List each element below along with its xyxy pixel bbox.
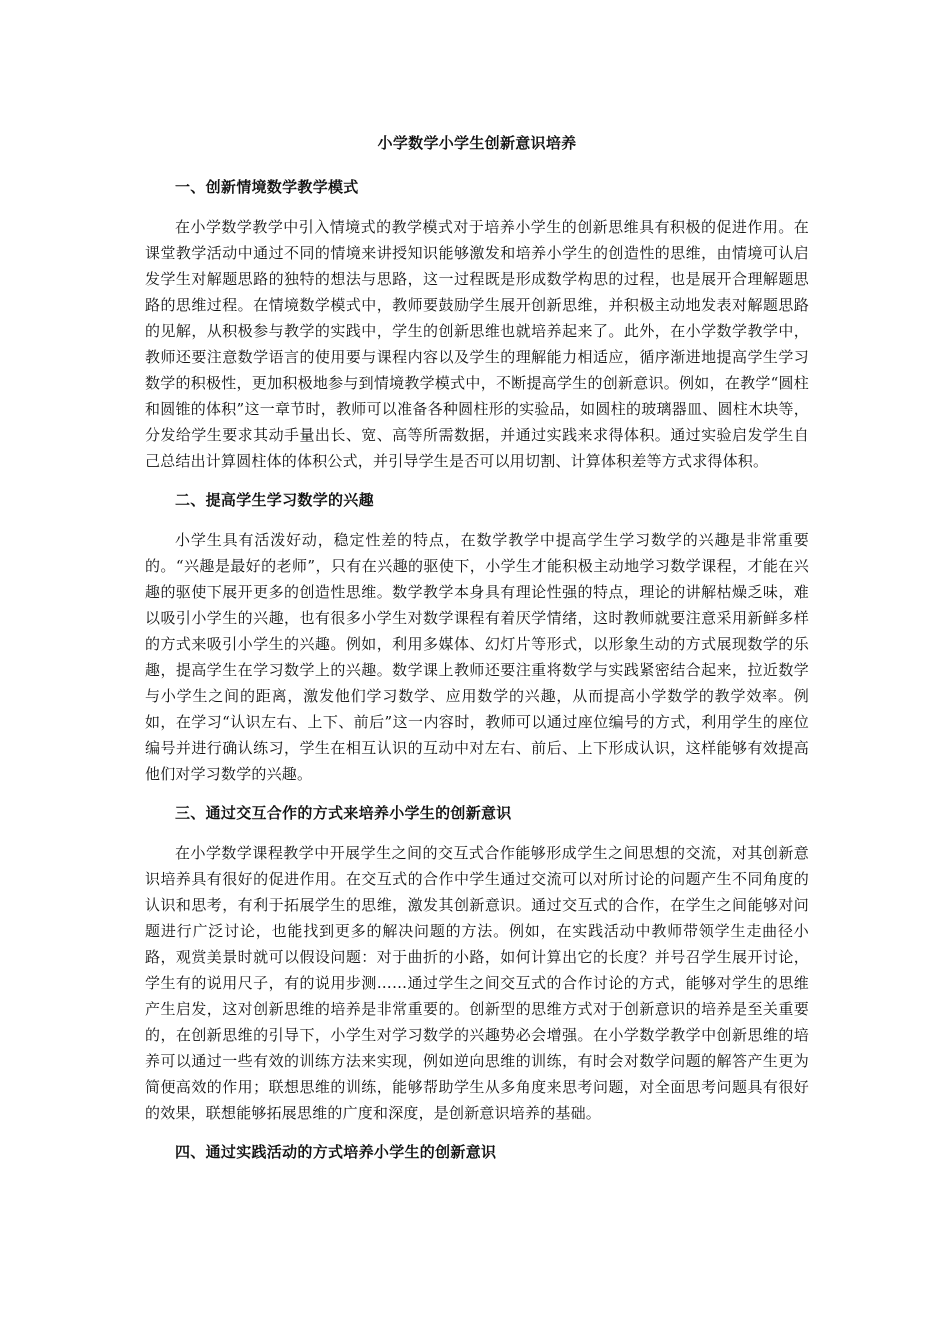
section-body-1: 在小学数学教学中引入情境式的教学模式对于培养小学生的创新思维具有积极的促进作用。在课堂教学活动中通过不同的情境来讲授知识能够激发和培养小学生的创造性的思维，由情境可认启发学生对解题思路的独特的想法与思路，这一过程既是形成数学构思的过程，也是展开合理解题思路的思维过程。在情境数学模式中，教师要鼓励学生展开创新思维，并积极主动地发表对解题思路的见解，从积极参与教学的实践中，学生的创新思维也就培养起来了。此外，在小学数学教学中，教师还要注意数学语言的使用要与课程内容以及学生的理解能力相适应，循序渐进地提高学生学习数学的积极性，更加积极地参与到情境教学模式中，不断提高学生的创新意识。例如，在教学“圆柱和圆锥的体积”这一章节时，教师可以准备各种圆柱形的实验品，如圆柱的玻璃器皿、圆柱木块等，分发给学生要求其动手量出长、宽、高等所需数据，并通过实践来求得体积。通过实验启发学生自己总结出计算圆柱体的体积公式，并引导学生是否可以用切割、计算体积差等方式求得体积。 <box>145 218 809 470</box>
document-title: 小学数学小学生创新意识培养 <box>377 134 577 152</box>
section-heading-4: 四、通过实践活动的方式培养小学生的创新意识 <box>175 1143 497 1161</box>
section-body-3: 在小学数学课程教学中开展学生之间的交互式合作能够形成学生之间思想的交流，对其创新意识培养具有很好的促进作用。在交互式的合作中学生通过交流可以对所讨论的问题产生不同角度的认识和思考，有利于拓展学生的思维，激发其创新意识。通过交互式的合作，在学生之间能够对问题进行广泛讨论，也能找到更多的解决问题的方法。例如，在实践活动中教师带领学生走曲径小路，观赏美景时就可以假设问题：对于曲折的小路，如何计算出它的长度？并号召学生展开讨论，学生有的说用尺子，有的说用步测……通过学生之间交互式的合作讨论的方式，能够对学生的思维产生启发，这对创新思维的培养是非常重要的。创新型的思维方式对于创新意识的培养是至关重要的，在创新思维的引导下，小学生对学习数学的兴趣势必会增强。在小学数学教学中创新思维的培养可以通过一些有效的训练方法来实现，例如逆向思维的训练，有时会对数学问题的解答产生更为简便高效的作用；联想思维的训练，能够帮助学生从多角度来思考问题，对全面思考问题具有很好的效果，联想能够拓展思维的广度和深度，是创新意识培养的基础。 <box>145 844 809 1122</box>
section-heading-3: 三、通过交互合作的方式来培养小学生的创新意识 <box>175 804 512 822</box>
section-body-2: 小学生具有活泼好动，稳定性差的特点，在数学教学中提高学生学习数学的兴趣是非常重要的。“兴趣是最好的老师”，只有在兴趣的驱使下，小学生才能积极主动地学习数学课程，才能在兴趣的驱使下展开更多的创造性思维。数学教学本身具有理论性强的特点，理论的讲解枯燥乏味，难以吸引小学生的兴趣，也有很多小学生对数学课程有着厌学情绪，这时教师就要注意采用新鲜多样的方式来吸引小学生的兴趣。例如，利用多媒体、幻灯片等形式，以形象生动的方式展现数学的乐趣，提高学生在学习数学上的兴趣。数学课上教师还要注重将数学与实践紧密结合起来，拉近数学与小学生之间的距离，激发他们学习数学、应用数学的兴趣，从而提高小学数学的教学效率。例如，在学习“认识左右、上下、前后”这一内容时，教师可以通过座位编号的方式，利用学生的座位编号并进行确认练习，学生在相互认识的互动中对左右、前后、上下形成认识，这样能够有效提高他们对学习数学的兴趣。 <box>145 531 809 783</box>
document-page <box>145 133 809 1179</box>
section-heading-2: 二、提高学生学习数学的兴趣 <box>175 491 374 509</box>
section-heading-1: 一、创新情境数学教学模式 <box>175 178 359 196</box>
